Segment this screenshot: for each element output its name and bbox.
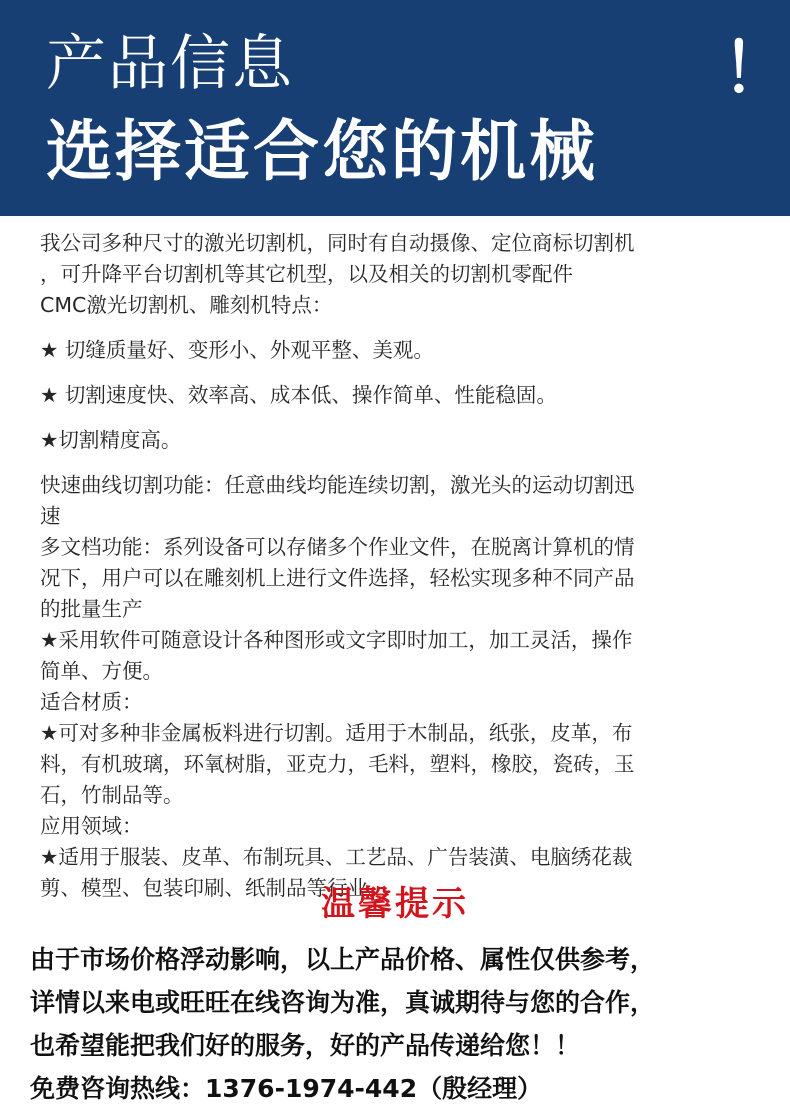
notice-line: 由于市场价格浮动影响，以上产品价格、属性仅供参考， xyxy=(30,945,656,974)
detail-line: 适合材质： xyxy=(40,690,143,714)
intro-line: 我公司多种尺寸的激光切割机，同时有自动摄像、定位商标切割机 xyxy=(40,231,635,255)
intro-line: CMC激光切割机、雕刻机特点： xyxy=(40,293,333,317)
feature-item: ★ 切割速度快、效率高、成本低、操作简单、性能稳固。 xyxy=(40,383,557,407)
header-banner xyxy=(0,0,790,216)
detail-line: 况下，用户可以在雕刻机上进行文件选择，轻松实现多种不同产品 xyxy=(40,566,635,590)
detail-line: 石，竹制品等。 xyxy=(40,783,184,807)
notice-block xyxy=(30,938,780,1110)
detail-line: 简单、方便。 xyxy=(40,659,163,683)
detail-line: ★可对多种非金属板料进行切割。适用于木制品，纸张，皮革，布 xyxy=(40,721,633,745)
detail-line: ★适用于服装、皮革、布制玩具、工艺品、广告装潢、电脑绣花裁 xyxy=(40,845,633,869)
detail-line: 速 xyxy=(40,504,61,528)
notice-title: 温馨提示 xyxy=(321,884,469,924)
detail-line: 的批量生产 xyxy=(40,597,143,621)
detail-line: 多文档功能：系列设备可以存储多个作业文件，在脱离计算机的情 xyxy=(40,535,635,559)
feature-item: ★切割精度高。 xyxy=(40,428,182,452)
feature-item: ★ 切缝质量好、变形小、外观平整、美观。 xyxy=(40,338,434,362)
detail-line: 快速曲线切割功能：任意曲线均能连续切割，激光头的运动切割迅 xyxy=(40,473,635,497)
header-subtitle: 产品信息 xyxy=(46,29,294,99)
intro-line: ，可升降平台切割机等其它机型，以及相关的切割机零配件 xyxy=(40,262,573,286)
exclamation-icon: ！ xyxy=(722,30,790,109)
detail-line: 料，有机玻璃，环氧树脂，亚克力，毛料，塑料，橡胶，瓷砖，玉 xyxy=(40,752,635,776)
detail-line: 剪、模型、包装印刷、纸制品等行业。 xyxy=(40,876,389,900)
product-description xyxy=(40,228,750,904)
detail-line: ★采用软件可随意设计各种图形或文字即时加工，加工灵活，操作 xyxy=(40,628,633,652)
detail-line: 应用领域： xyxy=(40,814,143,838)
header-title: 选择适合您的机械 xyxy=(46,113,598,190)
notice-line: 详情以来电或旺旺在线咨询为准，真诚期待与您的合作， xyxy=(30,988,656,1017)
notice-line: 也希望能把我们好的服务，好的产品传递给您！！ xyxy=(30,1031,581,1060)
hotline-text: 免费咨询热线：1376-1974-442（殷经理） xyxy=(30,1074,543,1103)
